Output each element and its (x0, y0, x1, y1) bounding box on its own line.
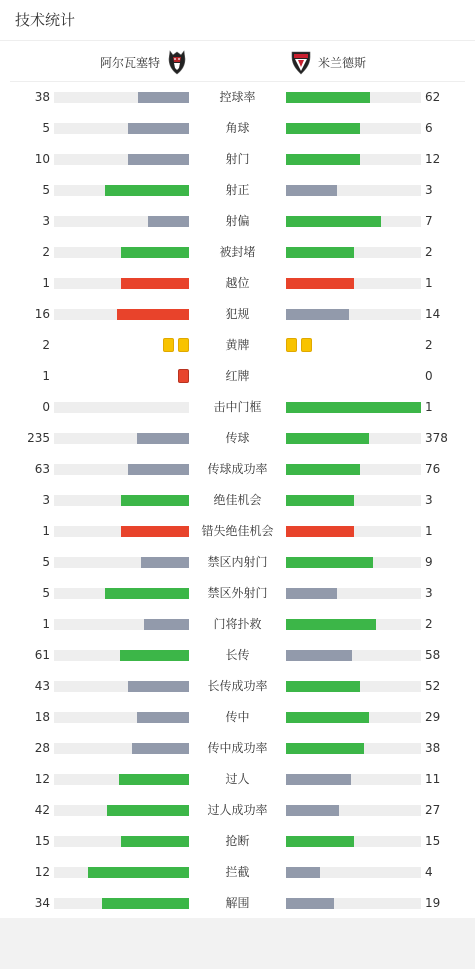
stat-row (0, 578, 475, 609)
stat-row (0, 888, 475, 919)
stat-row (0, 454, 475, 485)
away-team-name: 米兰德斯 (318, 55, 367, 70)
home-value: 1 (42, 617, 50, 631)
home-value: 5 (42, 555, 50, 569)
stat-label: 传中 (225, 710, 250, 724)
away-value: 11 (425, 772, 441, 786)
home-value: 43 (34, 679, 50, 693)
home-value: 10 (34, 152, 50, 166)
stat-label: 射偏 (225, 214, 250, 228)
home-bar-track (54, 216, 189, 227)
away-bar-fill (286, 247, 354, 258)
home-value: 28 (34, 741, 50, 755)
stat-label: 禁区外射门 (207, 586, 268, 600)
home-value: 3 (42, 493, 50, 507)
stat-label: 传球 (225, 431, 250, 445)
yellow-card-icon (163, 338, 174, 352)
home-bar-track (54, 464, 189, 475)
home-bar-track (54, 836, 189, 847)
page-title: 技术统计 (15, 11, 76, 29)
yellow-card-icon (301, 338, 312, 352)
home-team-header (0, 48, 188, 76)
away-bar-fill (286, 185, 337, 196)
away-bar-fill (286, 92, 370, 103)
home-cards (54, 369, 189, 383)
home-bar-track (54, 619, 189, 630)
away-value: 1 (425, 276, 433, 290)
home-value: 16 (34, 307, 50, 321)
away-bar-track (286, 619, 421, 630)
away-value: 3 (425, 183, 433, 197)
home-bar-track (54, 805, 189, 816)
stat-row (0, 764, 475, 795)
away-bar-fill (286, 867, 320, 878)
stat-label: 门将扑救 (213, 617, 262, 631)
home-value: 235 (27, 431, 50, 445)
home-bar-fill (121, 278, 189, 289)
stat-row (0, 299, 475, 330)
away-bar-fill (286, 123, 360, 134)
away-bar-track (286, 588, 421, 599)
home-bar-fill (137, 712, 189, 723)
stat-row (0, 361, 475, 392)
home-bar-fill (107, 805, 189, 816)
away-cards (286, 369, 421, 383)
away-bar-fill (286, 154, 360, 165)
home-value: 1 (42, 369, 50, 383)
home-value: 12 (34, 865, 50, 879)
home-bar-fill (105, 588, 189, 599)
away-value: 1 (425, 400, 433, 414)
stat-row (0, 82, 475, 113)
stat-row (0, 609, 475, 640)
away-bar-track (286, 805, 421, 816)
home-bar-fill (138, 92, 189, 103)
home-bar-fill (120, 650, 189, 661)
home-bar-fill (148, 216, 189, 227)
stat-row (0, 113, 475, 144)
away-bar-track (286, 154, 421, 165)
home-value: 61 (34, 648, 50, 662)
home-bar-track (54, 867, 189, 878)
stat-row (0, 144, 475, 175)
stat-row (0, 733, 475, 764)
away-value: 3 (425, 586, 433, 600)
away-value: 12 (425, 152, 441, 166)
away-bar-fill (286, 526, 354, 537)
home-team-name: 阿尔瓦塞特 (99, 55, 160, 70)
home-team-crest-icon (166, 49, 188, 75)
stat-label: 被封堵 (219, 245, 256, 259)
stat-label: 绝佳机会 (213, 493, 262, 507)
away-value: 4 (425, 865, 433, 879)
home-bar-fill (121, 526, 189, 537)
home-bar-track (54, 309, 189, 320)
stat-label: 传中成功率 (207, 741, 268, 755)
home-bar-fill (132, 743, 189, 754)
away-value: 14 (425, 307, 441, 321)
away-bar-track (286, 712, 421, 723)
home-bar-fill (128, 681, 189, 692)
stat-row (0, 640, 475, 671)
home-value: 0 (42, 400, 50, 414)
away-bar-track (286, 526, 421, 537)
stat-row (0, 175, 475, 206)
stat-row (0, 671, 475, 702)
home-bar-fill (102, 898, 189, 909)
away-bar-fill (286, 681, 360, 692)
home-value: 1 (42, 524, 50, 538)
home-bar-track (54, 557, 189, 568)
away-team-crest-icon (290, 49, 312, 75)
home-bar-track (54, 154, 189, 165)
home-bar-track (54, 402, 189, 413)
home-bar-fill (121, 247, 189, 258)
away-value: 378 (425, 431, 448, 445)
home-bar-fill (137, 433, 189, 444)
yellow-card-icon (178, 338, 189, 352)
stat-row (0, 702, 475, 733)
away-bar-fill (286, 433, 369, 444)
stat-label: 射正 (225, 183, 250, 197)
stat-label: 越位 (225, 276, 250, 290)
away-bar-track (286, 216, 421, 227)
home-bar-fill (117, 309, 189, 320)
home-bar-track (54, 650, 189, 661)
away-value: 76 (425, 462, 441, 476)
away-bar-fill (286, 557, 373, 568)
away-value: 3 (425, 493, 433, 507)
away-value: 19 (425, 896, 441, 910)
home-bar-fill (141, 557, 189, 568)
home-value: 63 (34, 462, 50, 476)
home-bar-track (54, 185, 189, 196)
away-bar-track (286, 774, 421, 785)
home-bar-track (54, 898, 189, 909)
home-value: 34 (34, 896, 50, 910)
stat-label: 红牌 (225, 369, 250, 383)
away-bar-fill (286, 309, 349, 320)
home-bar-fill (105, 185, 189, 196)
away-bar-fill (286, 712, 369, 723)
away-value: 1 (425, 524, 433, 538)
away-bar-fill (286, 216, 381, 227)
home-bar-fill (121, 836, 189, 847)
away-bar-fill (286, 588, 337, 599)
away-bar-track (286, 743, 421, 754)
home-bar-fill (88, 867, 189, 878)
away-bar-track (286, 123, 421, 134)
away-bar-track (286, 185, 421, 196)
stat-row (0, 206, 475, 237)
away-bar-fill (286, 774, 351, 785)
away-bar-track (286, 464, 421, 475)
away-bar-fill (286, 495, 354, 506)
stat-label: 错失绝佳机会 (201, 524, 274, 538)
stat-label: 过人成功率 (207, 803, 268, 817)
home-bar-track (54, 526, 189, 537)
stat-row (0, 330, 475, 361)
stat-row (0, 423, 475, 454)
away-bar-track (286, 433, 421, 444)
stat-row (0, 485, 475, 516)
away-value: 58 (425, 648, 441, 662)
away-bar-fill (286, 836, 354, 847)
away-value: 9 (425, 555, 433, 569)
home-value: 12 (34, 772, 50, 786)
home-bar-track (54, 743, 189, 754)
away-value: 15 (425, 834, 441, 848)
away-value: 0 (425, 369, 433, 383)
home-bar-track (54, 681, 189, 692)
yellow-card-icon (286, 338, 297, 352)
away-bar-track (286, 309, 421, 320)
stat-label: 解围 (225, 896, 250, 910)
away-bar-fill (286, 650, 352, 661)
home-bar-track (54, 433, 189, 444)
home-value: 2 (42, 245, 50, 259)
away-bar-track (286, 557, 421, 568)
home-bar-track (54, 247, 189, 258)
stat-row (0, 826, 475, 857)
away-bar-track (286, 650, 421, 661)
stat-label: 禁区内射门 (207, 555, 268, 569)
away-bar-fill (286, 278, 354, 289)
home-bar-fill (119, 774, 189, 785)
away-bar-track (286, 92, 421, 103)
away-value: 2 (425, 338, 433, 352)
away-value: 7 (425, 214, 433, 228)
stat-row (0, 268, 475, 299)
home-bar-track (54, 123, 189, 134)
stat-label: 抢断 (225, 834, 250, 848)
away-bar-fill (286, 805, 339, 816)
away-value: 6 (425, 121, 433, 135)
home-bar-fill (128, 123, 189, 134)
stat-label: 传球成功率 (207, 462, 268, 476)
stat-row (0, 237, 475, 268)
away-bar-fill (286, 743, 364, 754)
home-bar-fill (128, 464, 189, 475)
away-value: 62 (425, 90, 441, 104)
away-value: 2 (425, 245, 433, 259)
away-bar-track (286, 898, 421, 909)
stat-row (0, 392, 475, 423)
home-bar-fill (128, 154, 189, 165)
stat-label: 射门 (225, 152, 250, 166)
stat-label: 拦截 (225, 865, 250, 879)
away-value: 52 (425, 679, 441, 693)
home-bar-track (54, 774, 189, 785)
away-value: 2 (425, 617, 433, 631)
home-value: 5 (42, 183, 50, 197)
home-value: 15 (34, 834, 50, 848)
home-bar-track (54, 278, 189, 289)
home-value: 42 (34, 803, 50, 817)
stat-row (0, 857, 475, 888)
home-bar-fill (121, 495, 189, 506)
away-value: 38 (425, 741, 441, 755)
home-bar-track (54, 92, 189, 103)
away-bar-track (286, 836, 421, 847)
home-value: 2 (42, 338, 50, 352)
stat-label: 长传成功率 (207, 679, 268, 693)
stat-label: 黄牌 (225, 338, 250, 352)
home-value: 5 (42, 121, 50, 135)
home-bar-fill (144, 619, 189, 630)
stat-label: 控球率 (219, 90, 256, 104)
stat-row (0, 547, 475, 578)
away-bar-track (286, 247, 421, 258)
home-value: 38 (34, 90, 50, 104)
away-bar-fill (286, 619, 376, 630)
away-bar-fill (286, 464, 360, 475)
red-card-icon (178, 369, 189, 383)
stat-label: 过人 (225, 772, 250, 786)
away-bar-fill (286, 402, 421, 413)
stat-label: 长传 (225, 648, 250, 662)
stat-row (0, 516, 475, 547)
stat-row (0, 795, 475, 826)
home-value: 18 (34, 710, 50, 724)
home-value: 1 (42, 276, 50, 290)
away-bar-track (286, 681, 421, 692)
stat-label: 角球 (225, 121, 250, 135)
away-bar-track (286, 278, 421, 289)
home-bar-track (54, 712, 189, 723)
stat-label: 犯规 (225, 307, 250, 321)
away-value: 29 (425, 710, 441, 724)
away-cards (286, 338, 421, 352)
home-value: 5 (42, 586, 50, 600)
stat-label: 击中门框 (213, 400, 262, 414)
away-bar-track (286, 495, 421, 506)
home-bar-track (54, 588, 189, 599)
title-divider (0, 40, 475, 41)
home-cards (54, 338, 189, 352)
home-value: 3 (42, 214, 50, 228)
home-bar-track (54, 495, 189, 506)
away-bar-track (286, 867, 421, 878)
away-bar-track (286, 402, 421, 413)
away-bar-fill (286, 898, 334, 909)
away-value: 27 (425, 803, 441, 817)
away-team-header (290, 48, 475, 76)
